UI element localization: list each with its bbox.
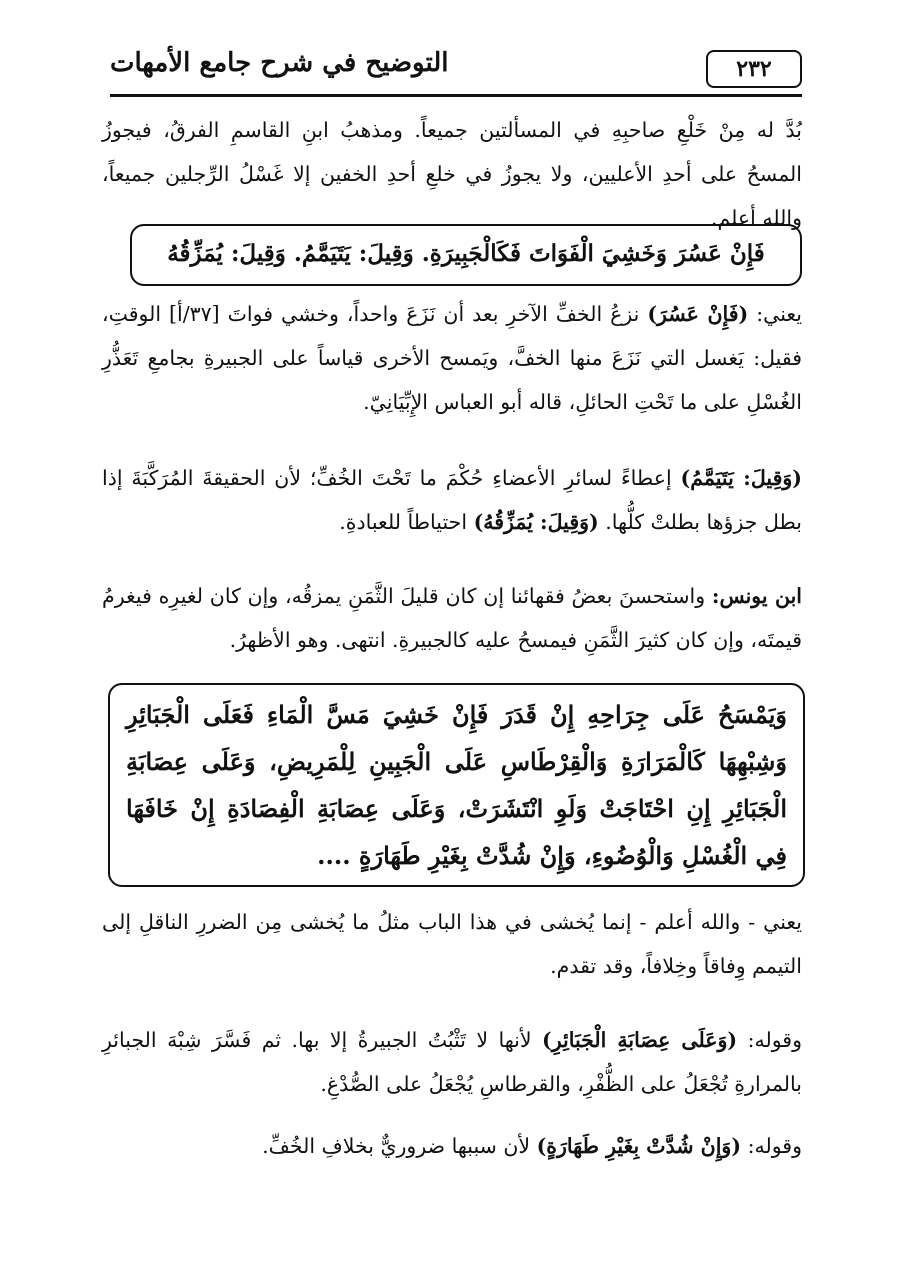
paragraph-3-text-1: إعطاءً لسائرِ الأعضاءِ حُكْمَ ما تَحْتَ الخُفِّ؛ لأن الحقيقةَ المُرَكَّبَةَ إذا بطل جزؤها بطلتْ كلُّها. [102, 466, 802, 534]
paragraph-6-text: لأنها لا تَثْبُتُ الجبيرةُ إلا بها. ثم فَسَّرَ شِبْهَ الجبائرِ بالمرارةِ تُجْعَلُ على الظُّفْرِ، والقرطاسِ يُجْعَلُ على الصُّدْغِ. [102, 1028, 802, 1096]
paragraph-2-lead: يعني: [748, 302, 803, 326]
paragraph-2 [102, 292, 802, 424]
paragraph-1: بُدَّ له مِنْ خَلْعِ صاحبِهِ في المسألتين جميعاً. ومذهبُ ابنِ القاسمِ الفرقُ، فيجوزُ المسحُ على أحدِ الأعليين، ولا يجوزُ في خلعِ أحدِ الخفين إلا غَسْلُ الرِّجلين جميعاً، والله أعلم. [102, 118, 802, 230]
paragraph-3-quote-1: (وَقِيلَ: يَتَيَمَّمُ) [680, 466, 802, 490]
book-title: التوضيح في شرح جامع الأمهات [110, 48, 449, 78]
paragraph-7 [152, 1124, 802, 1168]
paragraph-2-quote: (فَإِنْ عَسُرَ) [647, 302, 749, 326]
paragraph-7-text: لأن سببها ضروريٌّ بخلافِ الخُفِّ. [262, 1134, 537, 1158]
header-rule [110, 94, 802, 97]
paragraph-3-quote-2: (وَقِيلَ: يُمَزِّقُهُ) [473, 510, 599, 534]
paragraph-2-text: نزعُ الخفِّ الآخرِ بعد أن نَزَعَ واحداً، وخشي فواتَ [٣٧/أ] الوقتِ، فقيل: يَغسل التي نَزَعَ منها الخفَّ، ويَمسح الأخرى قياساً على الجبيرةِ بجامعِ تَعَذُّرِ الغُسْلِ على ما تَحْتِ الحائلِ، قاله أبو العباس الإِبِّيَانِيّ. [102, 302, 802, 414]
paragraph-5: يعني - والله أعلم - إنما يُخشى في هذا الباب مثلُ ما يُخشى مِن الضررِ الناقلِ إلى التيمم وِفاقاً وخِلافاً، وقد تقدم. [102, 910, 802, 978]
page-header [110, 44, 802, 96]
paragraph-7-lead: وقوله: [741, 1134, 802, 1158]
paragraph-6-quote: (وَعَلَى عِصَابَةِ الْجَبَائِرِ) [542, 1028, 738, 1052]
paragraph-3-text-2: احتياطاً للعبادةِ. [339, 510, 474, 534]
paragraph-4-text: واستحسنَ بعضُ فقهائنا إن كان قليلَ الثَّمَنِ يمزقُه، وإن كان لغيرِه فيغرمُ قيمتَه، وإن كان كثيرَ الثَّمَنِ فيمسحُ عليه كالجبيرةِ. انتهى. وهو الأظهرُ. [102, 584, 802, 652]
paragraph-4 [102, 574, 802, 662]
paragraph-6 [102, 1018, 802, 1106]
paragraph-7-quote: (وَإِنْ شُدَّتْ بِغَيْرِ طَهَارَةٍ) [536, 1134, 742, 1158]
matn-box-1: فَإِنْ عَسُرَ وَخَشِيَ الْفَوَاتَ فَكَالْجَبِيرَةِ. وَقِيلَ: يَتَيَمَّمُ. وَقِيلَ: يُمَزِّقُهُ [130, 224, 802, 286]
paragraph-3 [102, 456, 802, 544]
paragraph-6-lead: وقوله: [737, 1028, 802, 1052]
page-number: ٢٣٢ [706, 50, 802, 88]
paragraph-4-source: ابن يونس: [711, 584, 802, 608]
matn-box-2: وَيَمْسَحُ عَلَى جِرَاحِهِ إِنْ قَدَرَ فَإِنْ خَشِيَ مَسَّ الْمَاءِ فَعَلَى الْجَبَائِرِ وَشِبْهِهَا كَالْمَرَارَةِ وَالْقِرْطَاسِ عَلَى الْجَبِينِ لِلْمَرِيضِ، وَعَلَى عِصَابَةِ الْجَبَائِرِ إِنِ احْتَاجَتْ وَلَوِ انْتَشَرَتْ، وَعَلَى عِصَابَةِ الْفِصَادَةِ إِنْ خَافَهَا فِي الْغُسْلِ وَالْوُضُوءِ، وَإِنْ شُدَّتْ بِغَيْرِ طَهَارَةٍ .... [108, 683, 805, 887]
